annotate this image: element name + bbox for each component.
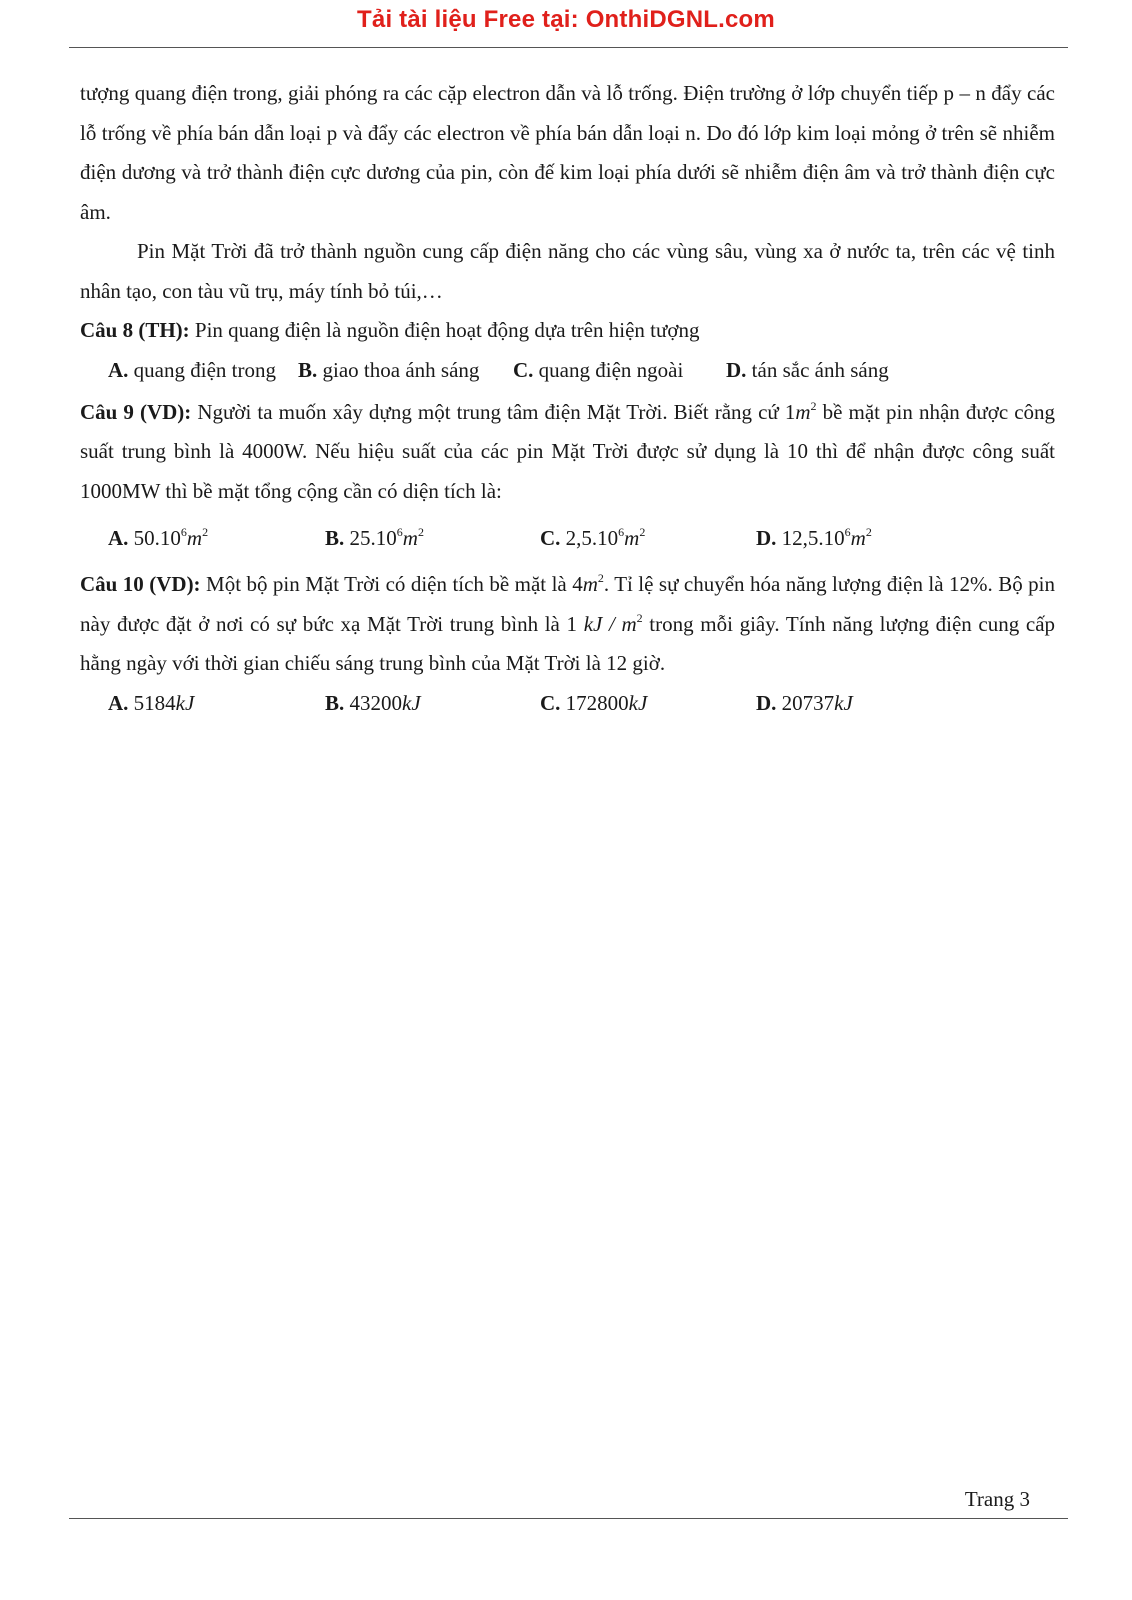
- header-divider: [69, 47, 1068, 48]
- question-10-text-b: . Tỉ lệ sự chuyển hóa năng lượng điện là 12%. Bộ pin này được đặt ở nơi có sự bức xạ Mặt Trời trung bình là: [80, 572, 1056, 636]
- page-content: [80, 74, 1055, 722]
- q10-option-b[interactable]: B. 43200kJ: [325, 690, 421, 715]
- question-8: [80, 311, 1055, 351]
- q8-option-c[interactable]: C. quang điện ngoài: [513, 357, 684, 382]
- question-10-text-a: Một bộ pin Mặt Trời có diện tích bề mặt là: [206, 572, 567, 596]
- page-number: Trang 3: [964, 1487, 1030, 1511]
- q8-option-b[interactable]: B. giao thoa ánh sáng: [298, 357, 480, 382]
- q8-option-d[interactable]: D. tán sắc ánh sáng: [726, 357, 889, 382]
- question-10-label: Câu 10 (VD):: [80, 572, 201, 596]
- q9-option-d[interactable]: D. $12,5.10^6m^2$: [756, 525, 872, 550]
- q9-option-c[interactable]: C. $2,5.10^6m^2$: [540, 525, 646, 550]
- question-9-text-b: bề mặt pin nhận được công suất trung bình là 4000W. Nếu hiệu suất của các pin Mặt Trời được sử dụng là 10 thì để nhận được công suất 1000MW thì bề mặt tổng cộng cần có diện tích là:: [80, 399, 1056, 503]
- question-10-flux: 1 kJ / $m^2$: [566, 610, 643, 636]
- q9-option-a[interactable]: A. $50.10^6m^2$: [108, 525, 209, 550]
- q10-option-c[interactable]: C. 172800kJ: [540, 690, 648, 715]
- question-10-text-c: trong mỗi giây. Tính năng lượng điện cung cấp hằng ngày với thời gian chiếu sáng trung bình của Mặt Trời là 12 giờ.: [80, 611, 1056, 675]
- question-10-answers: [80, 684, 1055, 722]
- intro-paragraph-2: Pin Mặt Trời đã trở thành nguồn cung cấp điện năng cho các vùng sâu, vùng xa ở nước ta, trên các vệ tinh nhân tạo, con tàu vũ trụ, máy tính bỏ túi,…: [80, 239, 1055, 303]
- q8-option-a[interactable]: A. quang điện trong: [108, 357, 276, 382]
- question-8-text: Pin quang điện là nguồn điện hoạt động dựa trên hiện tượng: [194, 318, 700, 342]
- intro-paragraph-1: tượng quang điện trong, giải phóng ra các cặp electron dẫn và lỗ trống. Điện trường ở lớp chuyển tiếp p – n đẩy các lỗ trống về phía bán dẫn loại p và đẩy các electron về phía bán dẫn loại n. Do đó lớp kim loại mỏng ở trên sẽ nhiễm điện dương và trở thành điện cực dương của pin, còn đế kim loại phía dưới sẽ nhiễm điện âm và trở thành điện cực âm.: [80, 81, 1055, 224]
- q10-option-a[interactable]: A. 5184kJ: [108, 690, 195, 715]
- question-8-answers: [80, 351, 1055, 389]
- header-title[interactable]: Tải tài liệu Free tại: OnthiDGNL.com: [357, 6, 775, 33]
- question-9-area: $1m^2$: [784, 398, 817, 424]
- q9-option-b[interactable]: B. $25.10^6m^2$: [325, 525, 424, 550]
- footer-divider: [69, 1518, 1068, 1519]
- question-9-label: Câu 9 (VD):: [80, 399, 192, 424]
- question-8-label: Câu 8 (TH):: [80, 318, 190, 342]
- question-10: [80, 565, 1055, 684]
- question-9-text-a: Người ta muốn xây dựng một trung tâm điện Mặt Trời. Biết rằng cứ: [197, 399, 779, 424]
- question-9-answers: [80, 519, 1055, 557]
- question-10-area: $4m^2$: [572, 571, 604, 596]
- q10-option-d[interactable]: D. 20737kJ: [756, 690, 853, 715]
- question-9: [80, 393, 1055, 512]
